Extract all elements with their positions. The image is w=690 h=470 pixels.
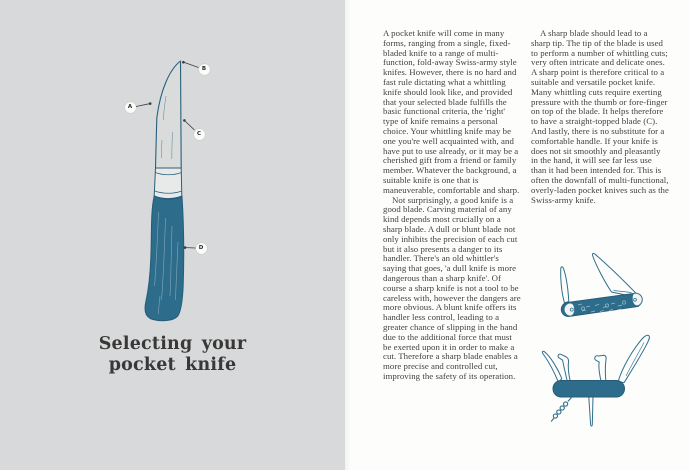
body-paragraph: A sharp blade should lead to a sharp tip. The tip of the blade is used to perform a number of whittling cuts; very often intricate and delicate ones. A sharp point is therefore critical to a suitable and versatile pocket knife. Many whittling cuts require exerting pressure with the thumb or fore-finger on top of the blade. It helps therefore to have a straight-topped blade (C). And lastly, there is no substitute for a comfortable handle. If your knife is does not sit smoothly and pleasantly in the hand, it will see far less use than it had been intended for. This is often the downfall of multi-functional, overly-laden pocket knives such as the Swiss-army knife.: [531, 28, 669, 205]
part-label-c: C: [194, 129, 205, 140]
page-title: [0, 334, 345, 376]
page-title-line1: Selecting your: [98, 334, 247, 354]
part-label-a: A: [125, 102, 136, 113]
body-text: [383, 29, 669, 382]
page-title-line2: pocket knife: [108, 355, 237, 375]
text-column-1: [383, 29, 521, 382]
body-paragraph: Not surprisingly, a good knife is a good blade. Carving material of any kind depends most crucially on a sharp blade. A dull or blunt blade not only inhibits the precision of each cut but it also presents a danger to its handler. There's an old whittler's saying that goes, 'a dull knife is more dangerous than a sharp knife'. Of course a sharp knife is not a tool to be careless with, however the dangers are more obvious. A blunt knife offers its handler less control, leading to a greater chance of slipping in the hand due to the additional force that must be exerted upon it in order to make a cut. Therefore a sharp blade enables a more precise and controlled cut, improving the safety of its operation.: [383, 194, 521, 381]
part-label-b: B: [199, 64, 210, 75]
text-column-2: [531, 29, 669, 382]
right-page: [345, 0, 690, 470]
part-label-d: D: [196, 243, 207, 254]
body-paragraph: A pocket knife will come in many forms, ranging from a single, fixed-bladed knife to a range of multi-function, fold-away Swiss-army style knifes. However, there is no hard and fast rule dictating what a whittling knife should look like, and provided that your selected blade fulfills the basic functional criteria, the 'right' type of knife remains a personal choice. Your whittling knife may be one you're well acquainted with, and have put to use already, or it may be a cherished gift from a friend or family member. Whatever the background, a suitable knife is one that is maneuverable, comfortable and sharp.: [383, 28, 520, 195]
